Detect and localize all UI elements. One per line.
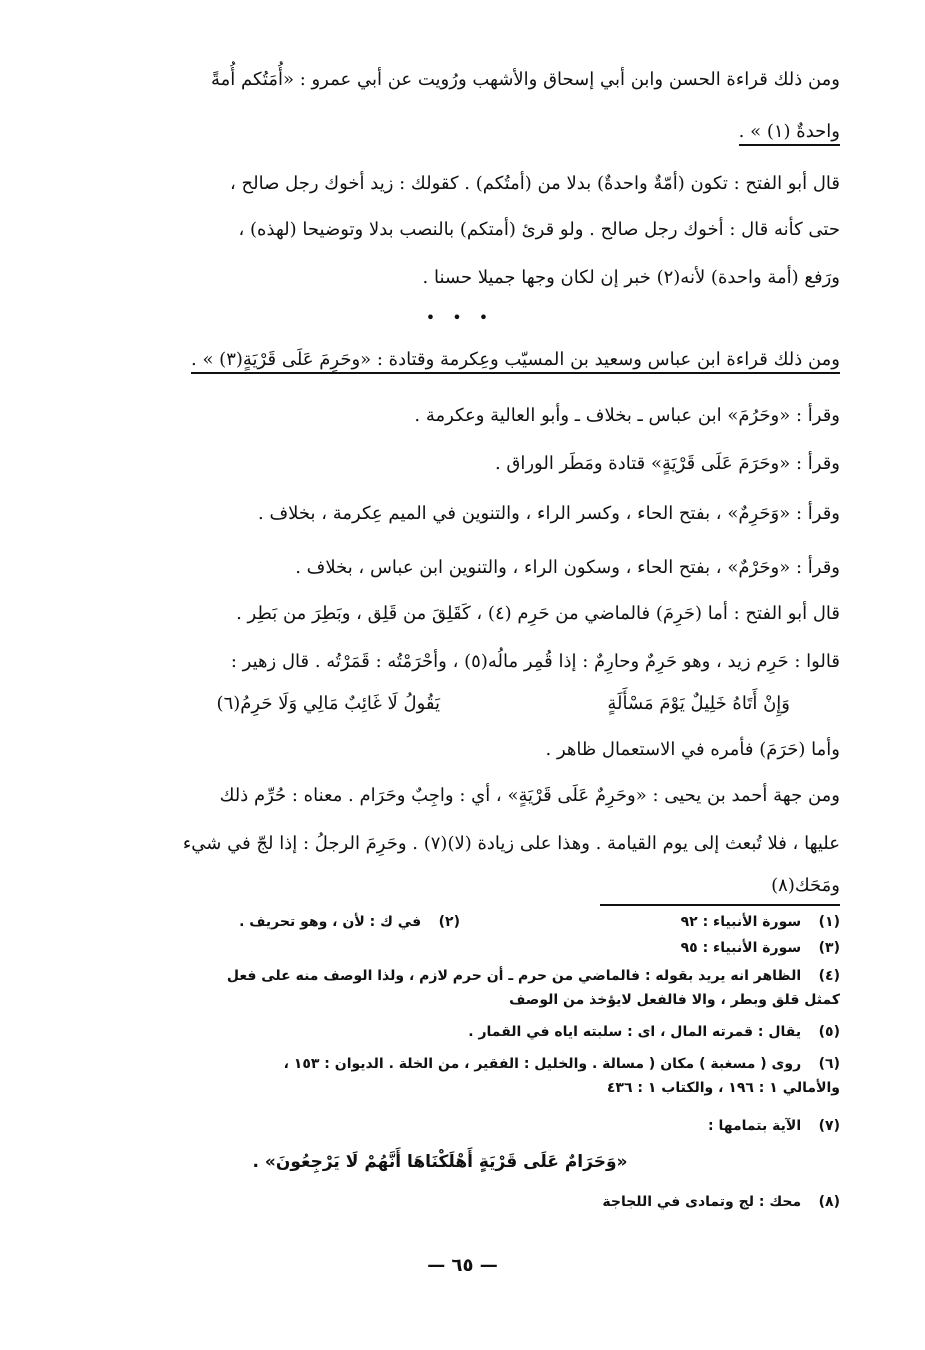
footnote-number: (٢) [438, 914, 460, 930]
text-line: ومن ذلك قراءة الحسن وابن أبي إسحاق والأشهب ورُويت عن أبي عمرو : «أُمَتُكم أُمةً [210, 69, 840, 90]
footnote-number: (١) [818, 914, 840, 930]
text-line: ومن جهة أحمد بن يحيى : «وحَرِمٌ عَلَى قَرْيَةٍ» ، أي : واجِبٌ وحَرَام . معناه : حُرِّم ذلك [219, 785, 840, 806]
text-line [80, 120, 840, 144]
quran-reading-underlined: ومن ذلك قراءة ابن عباس وسعيد بن المسيّب وعِكرمة وقتادة : «وحَرِمَ عَلَى قَرْيَةٍ(٣) » . [191, 349, 840, 374]
text-line: قال أبو الفتح : تكون (أمّةٌ واحدةٌ) بدلا من (أمتُكم) . كقولك : زيد أخوك رجل صالح ، [229, 173, 840, 194]
text-line: وقرأ : «وحَرْمٌ» ، بفتح الحاء ، وسكون الراء ، والتنوين ابن عباس ، بخلاف . [295, 557, 840, 578]
footnote-text: الآية بتمامها : [708, 1118, 802, 1134]
footnote-text: في ك : لأن ، وهو تحريف . [239, 914, 422, 930]
footnote-text: روى ( مسغبة ) مكان ( مسالة . والخليل : الفقير ، من الخلة . الديوان : ١٥٣ ، [283, 1056, 802, 1072]
footnote-text: سورة الأنبياء : ٩٥ [680, 940, 802, 956]
text-line: حتى كأنه قال : أخوك رجل صالح . ولو قرئ (أمتكم) بالنصب بدلا وتوضيحا (لهذه) ، [238, 219, 840, 240]
footnote-2 [160, 912, 460, 932]
page-number: — ٦٥ — [427, 1255, 498, 1276]
footnote-text: سورة الأنبياء : ٩٢ [680, 914, 802, 930]
footnote-text: الظاهر انه يريد بقوله : فالماضي من حرم ـ أن حرم لازم ، ولذا الوصف منه على فعل [226, 968, 802, 984]
footnote-text-continued: والأمالي ١ : ١٩٦ ، والكتاب ١ : ٤٣٦ [606, 1080, 840, 1096]
footnote-text: محك : لج وتمادى في اللجاجة [602, 1194, 802, 1210]
footnote-3 [600, 938, 840, 958]
footnote-7-verse: «وَحَرَامٌ عَلَى قَرْيَةٍ أَهْلَكْنَاهَا أَنَّهُمْ لَا يَرْجِعُونَ» . [252, 1152, 628, 1172]
footnote-8 [90, 1192, 840, 1212]
text-line: ومَحَك(٨) [771, 875, 840, 896]
footnote-4 [90, 966, 840, 1014]
text-line: ورَفع (أمة واحدة) لأنه(٢) خبر إن لكان وجها جميلا حسنا . [422, 267, 840, 288]
text-line: قال أبو الفتح : أما (حَرِمَ) فالماضي من حَرِم (٤) ، كَقَلِقَ من قَلِق ، وبَطِرَ من بَطِر . [236, 603, 840, 624]
footnote-number: (٨) [818, 1194, 840, 1210]
footnote-number: (٣) [818, 940, 840, 956]
verse-hemistich-second: يَقُولُ لَا غَائِبٌ مَالِي وَلَا حَرِمُ(٦) [216, 693, 440, 714]
quran-reading-underlined: واحدةٌ (١) » . [739, 121, 840, 146]
footnote-number: (٦) [818, 1056, 840, 1072]
text-line: وقرأ : «وحَرُمَ» ابن عباس ـ بخلاف ـ وأبو العالية وعكرمة . [414, 405, 840, 426]
footnote-text-continued: كمثل قلق وبطر ، والا فالفعل لايؤخذ من الوصف [509, 992, 840, 1008]
footnote-number: (٥) [818, 1024, 840, 1040]
footnote-6 [90, 1054, 840, 1102]
text-line [80, 348, 840, 372]
text-line: وقرأ : «وَحَرِمٌ» ، بفتح الحاء ، وكسر الراء ، والتنوين في الميم عِكرمة ، بخلاف . [258, 503, 840, 524]
footnote-7 [90, 1116, 840, 1136]
footnote-number: (٧) [818, 1118, 840, 1134]
text-line: عليها ، فلا تُبعث إلى يوم القيامة . وهذا على زيادة (لا)(٧) . وحَرِمَ الرجلُ : إذا لجّ في شيء [182, 833, 840, 854]
footnote-rule [600, 904, 840, 906]
footnote-1 [600, 912, 840, 932]
footnote-number: (٤) [818, 968, 840, 984]
footnote-5 [90, 1022, 840, 1042]
text-line: وقرأ : «وحَرَمَ عَلَى قَرْيَةٍ» قتادة ومَطَر الوراق . [494, 453, 840, 474]
verse-hemistich-first: وَإِنْ أَتَاهُ خَلِيلٌ يَوْمَ مَسْأَلَةٍ [607, 693, 790, 714]
text-line: وأما (حَرَمَ) فأمره في الاستعمال ظاهر . [545, 739, 840, 760]
text-line: قالوا : حَرِم زيد ، وهو حَرِمٌ وحارِمٌ : إذا قُمِر مالُه(٥) ، وأحْرَمْتُه : قَمَرْتُه . قال زهير : [230, 651, 840, 672]
section-separator: • • • [425, 308, 495, 327]
footnote-text: يقال : قمرته المال ، اى : سلبته اياه في القمار . [468, 1024, 802, 1040]
